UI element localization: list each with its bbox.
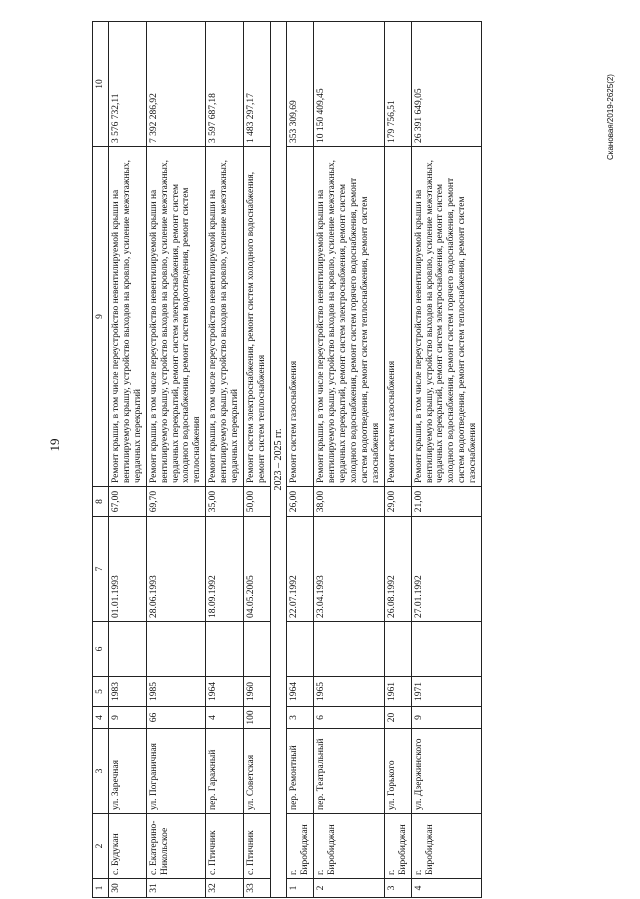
cell-cost: 3 576 732,11 [108, 22, 146, 147]
cell-street: ул. Заречная [108, 729, 146, 814]
cell-year: 1965 [314, 677, 385, 707]
cell-works: Ремонт крыши, в том числе переустройство невентилируемой крыши на вентилируемую крышу, устройство выходов на кровлю, усиление межэтажных, чердачных перекрытий [108, 147, 146, 487]
cell-date: 18.09.1992 [206, 517, 244, 622]
header-col-5: 5 [93, 677, 109, 707]
cell-cost: 179 756,51 [384, 22, 411, 147]
cell-cost: 26 391 649,05 [411, 22, 482, 147]
cell-wear: 35,00 [206, 487, 244, 517]
document-table-frame [92, 22, 600, 898]
cell-works: Ремонт систем газоснабжения [287, 147, 314, 487]
page-number: 19 [47, 438, 62, 452]
cell-settlement: с. Екатерино-Никольское [146, 814, 206, 879]
cell-works: Ремонт систем электроснабжения, ремонт систем холодного водоснабжения, ремонт систем теплоснабжения [244, 147, 271, 487]
cell-works: Ремонт крыши, в том числе переустройство невентилируемой крыши на вентилируемую крышу, устройство выходов на кровлю, усиление межэтажных, чердачных перекрытий, ремонт систем электроснабжения, ремонт систем холодного водоснабжения, ремонт систем горячего водоснабжения, ремонт систем водоотведения, ремонт систем теплоснабжения, ремонт систем газоснабжения [411, 147, 482, 487]
cell-wear: 50,00 [244, 487, 271, 517]
cell-house: 100 [244, 707, 271, 729]
table-row [206, 22, 244, 898]
cell-wear: 67,00 [108, 487, 146, 517]
cell-works: Ремонт систем газоснабжения [384, 147, 411, 487]
cell-wear: 26,00 [287, 487, 314, 517]
cell-c6 [244, 622, 271, 677]
cell-works: Ремонт крыши, в том числе переустройство невентилируемой крыши на вентилируемую крышу, устройство выходов на кровлю, усиление межэтажных, чердачных перекрытий, ремонт систем электроснабжения, ремонт систем холодного водоснабжения, ремонт систем горячего водоснабжения, ремонт систем водоотведения, ремонт систем теплоснабжения, ремонт систем газоснабжения [314, 147, 385, 487]
period-row [270, 22, 287, 898]
table-row [384, 22, 411, 898]
cell-house: 9 [108, 707, 146, 729]
header-col-1: 1 [93, 879, 109, 898]
cell-cost: 7 392 286,92 [146, 22, 206, 147]
cell-house: 9 [411, 707, 482, 729]
cell-works: Ремонт крыши, в том числе переустройство невентилируемой крыши на вентилируемую крышу, устройство выходов на кровлю, усиление межэтажных, чердачных перекрытий, ремонт систем электроснабжения, ремонт систем холодного водоснабжения, ремонт систем водоотведения, ремонт систем теплоснабжения [146, 147, 206, 487]
header-row [93, 22, 109, 898]
cell-c6 [384, 622, 411, 677]
cell-c6 [146, 622, 206, 677]
cell-settlement: с. Будукан [108, 814, 146, 879]
cell-street: пер. Гаражный [206, 729, 244, 814]
table-row [108, 22, 146, 898]
cell-n: 32 [206, 879, 244, 898]
table-row [314, 22, 385, 898]
cell-year: 1961 [384, 677, 411, 707]
cell-works: Ремонт крыши, в том числе переустройство невентилируемой крыши на вентилируемую крышу, устройство выходов на кровлю, усиление межэтажных, чердачных перекрытий [206, 147, 244, 487]
cell-settlement: г. Биробиджан [411, 814, 482, 879]
cell-c6 [287, 622, 314, 677]
cell-street: ул. Дзержинского [411, 729, 482, 814]
cell-year: 1983 [108, 677, 146, 707]
cell-wear: 21,00 [411, 487, 482, 517]
cell-settlement: г. Биробиджан [287, 814, 314, 879]
document-footer: Скановая/2019-2625(2) [606, 74, 615, 160]
header-col-4: 4 [93, 707, 109, 729]
cell-street: ул. Горького [384, 729, 411, 814]
repair-program-table [92, 21, 482, 898]
cell-house: 4 [206, 707, 244, 729]
cell-year: 1960 [244, 677, 271, 707]
cell-house: 6 [314, 707, 385, 729]
cell-cost: 10 150 409,45 [314, 22, 385, 147]
header-col-6: 6 [93, 622, 109, 677]
cell-n: 1 [287, 879, 314, 898]
cell-date: 04.05.2005 [244, 517, 271, 622]
cell-date: 22.07.1992 [287, 517, 314, 622]
cell-cost: 3 597 687,18 [206, 22, 244, 147]
cell-c6 [108, 622, 146, 677]
cell-date: 26.08.1992 [384, 517, 411, 622]
cell-n: 30 [108, 879, 146, 898]
header-col-3: 3 [93, 729, 109, 814]
cell-year: 1985 [146, 677, 206, 707]
cell-street: ул. Советская [244, 729, 271, 814]
header-col-10: 10 [93, 22, 109, 147]
cell-n: 3 [384, 879, 411, 898]
cell-year: 1964 [206, 677, 244, 707]
cell-street: пер. Театральный [314, 729, 385, 814]
cell-n: 2 [314, 879, 385, 898]
cell-wear: 38,00 [314, 487, 385, 517]
cell-settlement: г. Биробиджан [384, 814, 411, 879]
cell-wear: 69,70 [146, 487, 206, 517]
cell-street: пер. Ремонтный [287, 729, 314, 814]
table-row [244, 22, 271, 898]
cell-cost: 1 483 297,17 [244, 22, 271, 147]
header-col-2: 2 [93, 814, 109, 879]
header-col-9: 9 [93, 147, 109, 487]
cell-n: 31 [146, 879, 206, 898]
cell-cost: 353 309,69 [287, 22, 314, 147]
header-col-7: 7 [93, 517, 109, 622]
cell-settlement: с. Птичник [244, 814, 271, 879]
cell-n: 33 [244, 879, 271, 898]
cell-settlement: г. Биробиджан [314, 814, 385, 879]
header-col-8: 8 [93, 487, 109, 517]
cell-year: 1964 [287, 677, 314, 707]
cell-date: 27.01.1992 [411, 517, 482, 622]
cell-date: 23.04.1993 [314, 517, 385, 622]
cell-date: 28.06.1993 [146, 517, 206, 622]
cell-wear: 29,00 [384, 487, 411, 517]
cell-settlement: с. Птичник [206, 814, 244, 879]
table-row [146, 22, 206, 898]
cell-house: 66 [146, 707, 206, 729]
table-row [411, 22, 482, 898]
cell-c6 [206, 622, 244, 677]
cell-c6 [314, 622, 385, 677]
table-row [287, 22, 314, 898]
cell-house: 3 [287, 707, 314, 729]
period-label: 2023 – 2025 гг. [270, 22, 287, 898]
cell-n: 4 [411, 879, 482, 898]
cell-year: 1971 [411, 677, 482, 707]
cell-c6 [411, 622, 482, 677]
cell-house: 20 [384, 707, 411, 729]
cell-date: 01.01.1993 [108, 517, 146, 622]
cell-street: ул. Пограничная [146, 729, 206, 814]
